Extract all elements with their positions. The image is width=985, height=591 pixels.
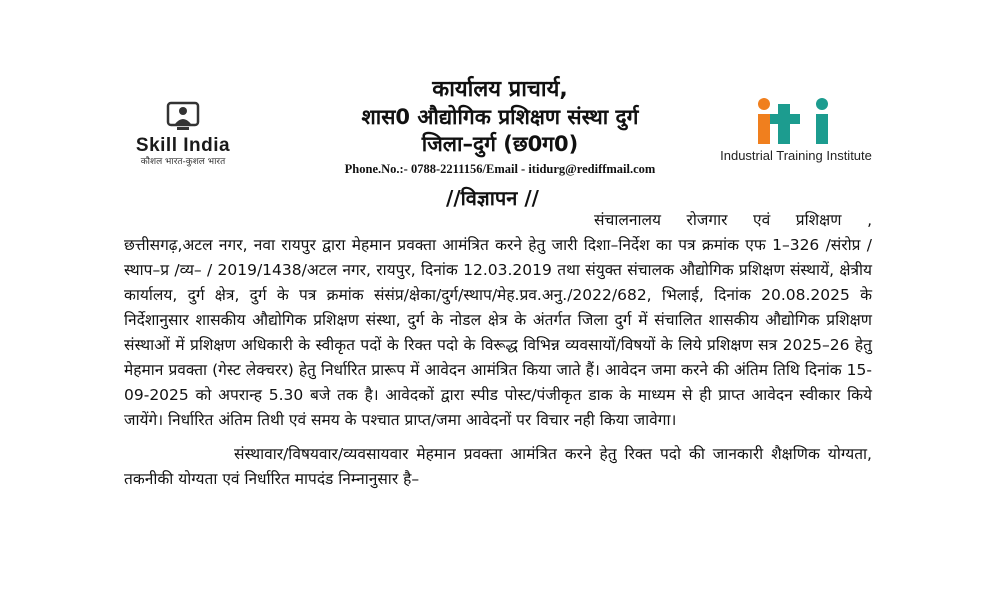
paragraph-1-text: छत्तीसगढ़,अटल नगर, नवा रायपुर द्वारा मेहमान प्रवक्ता आमंत्रित करने हेतु जारी दिशा–निर्देश का पत्र क्रमांक एफ 1–326 /संरोप्र /स्थाप–प्र /व्य– / 2019/1438/अटल नगर, रायपुर, दिनांक 12.03.2019 तथा संयुक्त संचालक औद्योगिक प्रशिक्षण संस्थायें, क्षेत्रीय कार्यालय, दुर्ग क्षेत्र, दुर्ग के पत्र क्रमांक संसंप्र/क्षेका/दुर्ग/स्थाप/मेह.प्रव.अनु./2022/682, भिलाई, दिनांक 20.08.2025 के निर्देशानुसार शासकीय औद्योगिक प्रशिक्षण संस्था, दुर्ग के नोडल क्षेत्र के अंतर्गत जिला दुर्ग में संचालित शासकीय औद्योगिक प्रशिक्षण संस्थाओं में प्रशिक्षण अधिकारी के स्वीकृत पदों के रिक्त पदो के विरूद्ध विभिन्न व्यवसायों/विषयों के लिये प्रशिक्षण सत्र 2025–26 हेतु मेहमान प्रवक्ता (गेस्ट लेक्चरर) हेतु निर्धारित प्रारूप में आवेदन आमंत्रित किया जाते हैं। आवेदन जमा करने की अंतिम तिथि दिनांक 15-09-2025 को अपरान्ह 5.30 बजे तक है। आवेदकों द्वारा स्पीड पोस्ट/पंजीकृत डाक के माध्यम से ही प्राप्त आवेदन स्वीकार किये जायेंगे। निर्धारित अंतिम तिथी एवं समय के पश्चात प्राप्त/जमा आवेदनों पर विचार नही किया जावेगा। [124,236,872,429]
office-header [300,76,700,178]
skill-india-logo [118,100,248,168]
iti-logo [716,96,876,163]
header-line-1: कार्यालय प्राचार्य, [432,77,568,102]
skill-india-name: Skill India [135,135,231,156]
header-line-3: जिला–दुर्ग (छ0ग0) [421,132,579,156]
notice-heading: //विज्ञापन // [446,186,539,210]
paragraph-1-lead: संचालनालय रोजगार एवं प्रशिक्षण , [594,211,872,229]
skill-india-figure-icon [163,100,203,134]
skill-india-tagline: कौशल भारत-कुशल भारत [140,157,226,167]
paragraph-2: संस्थावार/विषयवार/व्यवसायवार मेहमान प्रवक्ता आमंत्रित करने हेतु रिक्त पदो की जानकारी शैक्षणिक योग्यता, तकनीकी योग्यता एवं निर्धारित मापदंड निम्नानुसार है– [124,445,872,488]
notice-body [124,208,872,492]
iti-mark-text: iti [746,96,747,97]
header-line-2: शास0 औद्योगिक प्रशिक्षण संस्था दुर्ग [361,105,639,129]
iti-caption: Industrial Training Institute [720,148,872,163]
paragraph-1 [124,208,872,433]
iti-logo-mark [746,96,846,144]
contact-line: Phone.No.:- 0788-2211156/Email - itidurg@rediffmail.com [344,162,656,176]
